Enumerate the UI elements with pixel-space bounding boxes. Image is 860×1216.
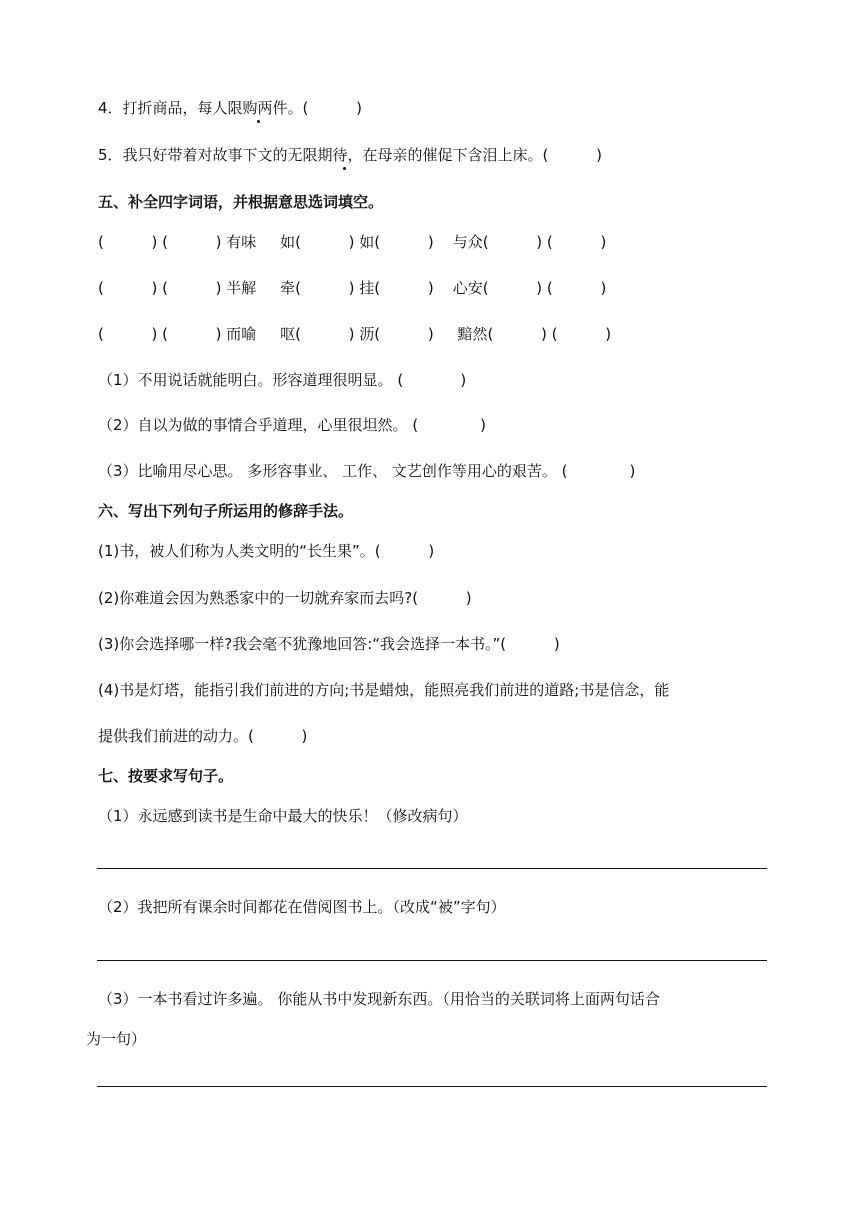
definition-1: （1）不用说话就能明白。形容道理很明显。 ( ): [98, 371, 467, 389]
rhetoric-question-4-line-1: (4)书是灯塔，能指引我们前进的方向;书是蜡烛，能照亮我们前进的道路;书是信念，能: [98, 681, 670, 699]
rewrite-question-1: （1）永远感到读书是生命中最大的快乐！（修改病句）: [98, 807, 468, 825]
answer-line-3[interactable]: [97, 1086, 767, 1087]
emphasis-dot: [257, 120, 260, 123]
definition-2: （2）自以为做的事情合乎道理，心里很坦然。 ( ): [98, 416, 487, 434]
definition-3: （3）比喻用尽心思。 多形容事业、 工作、 文艺创作等用心的艰苦。 ( ): [98, 462, 636, 480]
section-5-title: 五、补全四字词语，并根据意思选词填空。: [98, 193, 384, 211]
question-5: 5．我只好带着对故事下文的无限期待，在母亲的催促下含泪上床。( ): [98, 146, 602, 164]
rewrite-question-3-line-1: （3）一本书看过许多遍。 你能从书中发现新东西。（用恰当的关联词将上面两句话合: [98, 990, 660, 1008]
question-4: 4．打折商品，每人限购两件。( ): [98, 99, 362, 117]
rewrite-question-3-line-2: 为一句）: [86, 1030, 147, 1048]
idiom-row-1: ( ) ( ) 有味 如( ) 如( ) 与众( ) ( ): [98, 233, 607, 251]
idiom-row-3: ( ) ( ) 而喻 呕( ) 沥( ) 黯然( ) ( ): [98, 325, 612, 343]
section-7-title: 七、按要求写句子。: [98, 767, 234, 785]
emphasis-dot: [343, 167, 346, 170]
answer-line-1[interactable]: [97, 868, 767, 869]
idiom-row-2: ( ) ( ) 半解 牵( ) 挂( ) 心安( ) ( ): [98, 279, 607, 297]
rhetoric-question-1: (1)书，被人们称为人类文明的“长生果”。( ): [98, 542, 435, 560]
rhetoric-question-2: (2)你难道会因为熟悉家中的一切就弃家而去吗?( ): [98, 589, 472, 607]
rewrite-question-2: （2）我把所有课余时间都花在借阅图书上。（改成“被”字句）: [98, 898, 506, 916]
section-6-title: 六、写出下列句子所运用的修辞手法。: [98, 502, 354, 520]
rhetoric-question-3: (3)你会选择哪一样?我会毫不犹豫地回答:“我会选择一本书。”( ): [98, 635, 560, 653]
answer-line-2[interactable]: [97, 960, 767, 961]
rhetoric-question-4-line-2: 提供我们前进的动力。( ): [98, 727, 308, 745]
